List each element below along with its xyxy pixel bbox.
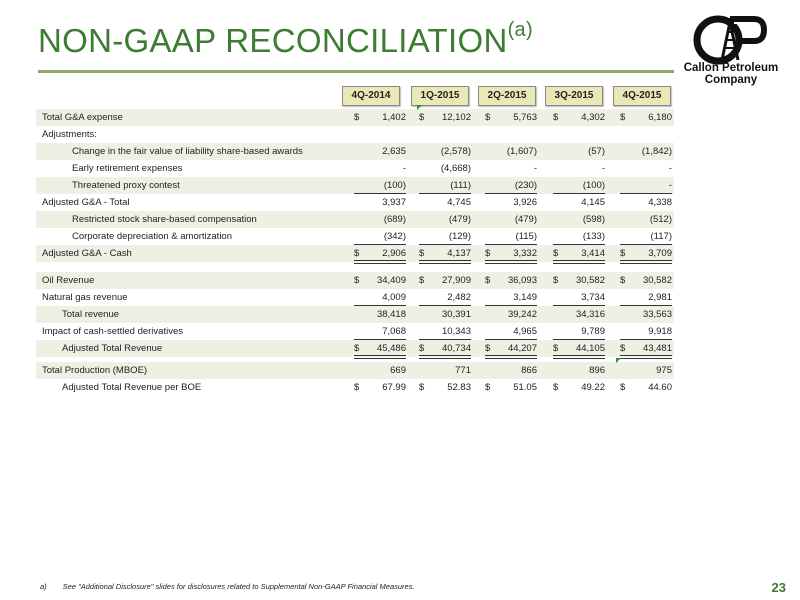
- table-cell: [485, 109, 537, 126]
- company-name-line1: Callon Petroleum: [683, 62, 779, 74]
- dollar-sign: $: [553, 343, 559, 354]
- dollar-sign: $: [419, 248, 425, 259]
- dollar-sign: $: [419, 275, 425, 286]
- table-cell: [620, 362, 672, 379]
- cell-value: 4,302: [581, 112, 605, 123]
- table-cell: [620, 340, 672, 357]
- cell-value: 3,926: [513, 197, 537, 208]
- cell-value: 43,481: [642, 343, 672, 354]
- page-title: [38, 19, 533, 60]
- row-label: Change in the fair value of liability share-based awards: [72, 146, 303, 157]
- cell-value: 45,486: [376, 343, 406, 354]
- row-label: Total G&A expense: [42, 112, 123, 123]
- cell-value: 9,789: [581, 326, 605, 337]
- row-label: Total Production (MBOE): [42, 365, 148, 376]
- table-cell: [620, 228, 672, 245]
- cell-value: (689): [383, 214, 406, 225]
- cell-value: (57): [588, 146, 605, 157]
- cell-value: 3,709: [648, 248, 672, 259]
- cell-value: (479): [448, 214, 471, 225]
- table-cell: [354, 143, 406, 160]
- page-number: 23: [771, 580, 786, 595]
- row-label: Adjusted Total Revenue: [62, 343, 163, 354]
- cell-value: 4,965: [513, 326, 537, 337]
- table-cell: [485, 362, 537, 379]
- table-cell: [419, 362, 471, 379]
- table-cell: [419, 211, 471, 228]
- cell-value: 2,906: [382, 248, 406, 259]
- company-name-line2: Company: [704, 74, 758, 86]
- dollar-sign: $: [419, 343, 425, 354]
- table-cell: [419, 340, 471, 357]
- cell-value: -: [601, 163, 605, 174]
- dollar-sign: $: [485, 248, 491, 259]
- row-label: Adjusted G&A - Cash: [42, 248, 132, 259]
- table-cell: [485, 306, 537, 323]
- dollar-sign: $: [553, 248, 559, 259]
- row-label: Total revenue: [62, 309, 120, 320]
- cell-value: 3,149: [513, 292, 537, 303]
- table-row: [36, 379, 674, 396]
- cell-value: (100): [582, 180, 605, 191]
- row-label: Threatened proxy contest: [72, 180, 180, 191]
- column-header: 1Q-2015: [411, 86, 469, 106]
- table-cell: [354, 245, 406, 262]
- cell-value: 52.83: [447, 382, 471, 393]
- table-cell: [553, 143, 605, 160]
- cell-value: 33,563: [642, 309, 672, 320]
- table-row: [36, 362, 674, 379]
- dollar-sign: $: [354, 248, 360, 259]
- table-cell: [419, 228, 471, 245]
- table-cell: [485, 379, 537, 396]
- dollar-sign: $: [485, 112, 491, 123]
- table-cell: [354, 194, 406, 211]
- cell-value: 1,402: [382, 112, 406, 123]
- table-cell: [620, 109, 672, 126]
- cell-value: -: [533, 163, 537, 174]
- table-cell: [419, 194, 471, 211]
- reconciliation-table: [36, 109, 674, 396]
- cell-value: 2,482: [447, 292, 471, 303]
- dollar-sign: $: [354, 112, 360, 123]
- dollar-sign: $: [553, 275, 559, 286]
- table-cell: [485, 340, 537, 357]
- cell-value: 4,137: [447, 248, 471, 259]
- table-cell: [485, 143, 537, 160]
- row-label: Early retirement expenses: [72, 163, 183, 174]
- table-cell: [354, 109, 406, 126]
- table-cell: [354, 289, 406, 306]
- cell-value: 975: [656, 365, 672, 376]
- cell-value: 771: [455, 365, 471, 376]
- cell-value: (133): [582, 231, 605, 242]
- table-row: [36, 272, 674, 289]
- dollar-sign: $: [620, 248, 626, 259]
- dollar-sign: $: [620, 112, 626, 123]
- table-cell: [419, 109, 471, 126]
- dollar-sign: $: [354, 275, 360, 286]
- table-cell: [354, 362, 406, 379]
- cell-value: 44,105: [575, 343, 605, 354]
- row-label: Adjusted Total Revenue per BOE: [62, 382, 202, 393]
- table-row: [36, 160, 674, 177]
- table-cell: [620, 272, 672, 289]
- table-cell: [485, 177, 537, 194]
- cell-value: (598): [582, 214, 605, 225]
- cell-value: (230): [514, 180, 537, 191]
- table-row: [36, 126, 674, 143]
- cell-value: (479): [514, 214, 537, 225]
- table-row: [36, 289, 674, 306]
- table-cell: [620, 323, 672, 340]
- table-cell: [354, 340, 406, 357]
- table-cell: [553, 379, 605, 396]
- table-cell: [553, 289, 605, 306]
- table-cell: [485, 323, 537, 340]
- cell-value: 3,937: [382, 197, 406, 208]
- cell-value: 896: [589, 365, 605, 376]
- table-cell: [419, 160, 471, 177]
- cell-value: 669: [390, 365, 406, 376]
- table-row: [36, 228, 674, 245]
- dollar-sign: $: [620, 343, 626, 354]
- cell-value: -: [402, 163, 406, 174]
- dollar-sign: $: [354, 343, 360, 354]
- cell-value: 3,734: [581, 292, 605, 303]
- cell-value: 4,745: [447, 197, 471, 208]
- cell-value: 39,242: [507, 309, 537, 320]
- table-cell: [620, 194, 672, 211]
- cell-value: (2,578): [440, 146, 471, 157]
- cell-comment-marker-icon: [417, 105, 422, 110]
- table-cell: [485, 289, 537, 306]
- cell-value: 6,180: [648, 112, 672, 123]
- table-row: [36, 177, 674, 194]
- table-cell: [553, 306, 605, 323]
- cell-value: 7,068: [382, 326, 406, 337]
- cell-value: 10,343: [441, 326, 471, 337]
- table-cell: [419, 143, 471, 160]
- table-cell: [553, 109, 605, 126]
- cell-value: (4,668): [440, 163, 471, 174]
- cell-value: 34,316: [575, 309, 605, 320]
- cell-value: (100): [383, 180, 406, 191]
- table-cell: [485, 160, 537, 177]
- column-header: 4Q-2014: [342, 86, 400, 106]
- table-row: [36, 109, 674, 126]
- table-cell: [553, 211, 605, 228]
- dollar-sign: $: [553, 382, 559, 393]
- cell-value: 30,391: [441, 309, 471, 320]
- cell-value: 5,763: [513, 112, 537, 123]
- row-label: Corporate depreciation & amortization: [72, 231, 233, 242]
- cell-value: (342): [383, 231, 406, 242]
- table-cell: [485, 228, 537, 245]
- cell-value: 3,414: [581, 248, 605, 259]
- table-cell: [419, 306, 471, 323]
- column-header: 2Q-2015: [478, 86, 536, 106]
- cell-comment-marker-icon: [616, 358, 621, 363]
- table-cell: [553, 177, 605, 194]
- table-cell: [553, 228, 605, 245]
- cell-value: (512): [649, 214, 672, 225]
- dollar-sign: $: [419, 112, 425, 123]
- cell-value: 4,009: [382, 292, 406, 303]
- cell-value: 4,145: [581, 197, 605, 208]
- cell-value: 866: [521, 365, 537, 376]
- table-cell: [354, 272, 406, 289]
- cell-value: 4,338: [648, 197, 672, 208]
- dollar-sign: $: [419, 382, 425, 393]
- dollar-sign: $: [620, 275, 626, 286]
- table-cell: [620, 245, 672, 262]
- footnote-text: See "Additional Disclosure" slides for disclosures related to Supplemental Non-GAAP Financial Measures.: [62, 582, 415, 591]
- table-cell: [354, 306, 406, 323]
- table-cell: [419, 379, 471, 396]
- table-cell: [553, 160, 605, 177]
- table-cell: [620, 306, 672, 323]
- table-cell: [553, 362, 605, 379]
- table-row: [36, 340, 674, 357]
- cell-value: 12,102: [441, 112, 471, 123]
- table-cell: [553, 323, 605, 340]
- dollar-sign: $: [485, 343, 491, 354]
- table-row: [36, 306, 674, 323]
- column-header: 3Q-2015: [545, 86, 603, 106]
- table-row: [36, 194, 674, 211]
- table-row: [36, 143, 674, 160]
- cell-value: 34,409: [376, 275, 406, 286]
- cell-value: 51.05: [513, 382, 537, 393]
- title-text: NON-GAAP RECONCILIATION: [38, 22, 508, 59]
- table-row: [36, 245, 674, 262]
- table-cell: [354, 379, 406, 396]
- table-row: [36, 323, 674, 340]
- cell-value: (1,842): [641, 146, 672, 157]
- cell-value: 40,734: [441, 343, 471, 354]
- table-cell: [485, 272, 537, 289]
- cell-value: 30,582: [575, 275, 605, 286]
- table-cell: [553, 245, 605, 262]
- cell-value: (117): [650, 231, 672, 242]
- table-cell: [620, 289, 672, 306]
- table-cell: [620, 379, 672, 396]
- dollar-sign: $: [620, 382, 626, 393]
- table-cell: [620, 143, 672, 160]
- table-cell: [485, 211, 537, 228]
- dollar-sign: $: [553, 112, 559, 123]
- cell-value: 67.99: [382, 382, 406, 393]
- footnote: [40, 582, 415, 591]
- cell-value: -: [668, 180, 672, 191]
- table-cell: [485, 245, 537, 262]
- table-cell: [553, 194, 605, 211]
- table-cell: [620, 211, 672, 228]
- cell-value: 2,981: [648, 292, 672, 303]
- table-cell: [354, 211, 406, 228]
- cell-value: 36,093: [507, 275, 537, 286]
- table-cell: [620, 160, 672, 177]
- cell-value: 3,332: [513, 248, 537, 259]
- cell-value: (1,607): [506, 146, 537, 157]
- table-cell: [553, 272, 605, 289]
- dollar-sign: $: [354, 382, 360, 393]
- table-row: [36, 211, 674, 228]
- row-label: Oil Revenue: [42, 275, 95, 286]
- table-cell: [419, 323, 471, 340]
- column-header: 4Q-2015: [613, 86, 671, 106]
- table-cell: [419, 272, 471, 289]
- table-cell: [620, 177, 672, 194]
- cell-value: -: [668, 163, 672, 174]
- table-cell: [419, 177, 471, 194]
- table-cell: [354, 160, 406, 177]
- cell-value: 49.22: [581, 382, 605, 393]
- cell-value: (129): [448, 231, 471, 242]
- company-name: [678, 62, 784, 86]
- cell-value: (115): [515, 231, 537, 242]
- row-label: Restricted stock share-based compensation: [72, 214, 257, 225]
- title-rule: [38, 70, 674, 73]
- table-cell: [419, 245, 471, 262]
- table-cell: [354, 228, 406, 245]
- cell-value: 44.60: [648, 382, 672, 393]
- cell-value: 9,918: [648, 326, 672, 337]
- row-spacer: [36, 262, 674, 272]
- row-label: Adjusted G&A - Total: [42, 197, 130, 208]
- table-cell: [553, 340, 605, 357]
- dollar-sign: $: [485, 275, 491, 286]
- table-cell: [419, 289, 471, 306]
- cell-value: 38,418: [376, 309, 406, 320]
- row-label: Adjustments:: [42, 129, 97, 140]
- row-label: Impact of cash-settled derivatives: [42, 326, 183, 337]
- row-label: Natural gas revenue: [42, 292, 128, 303]
- column-headers: [0, 86, 800, 106]
- cell-value: (111): [450, 180, 471, 191]
- cell-value: 2,635: [382, 146, 406, 157]
- title-superscript: (a): [507, 19, 533, 41]
- table-cell: [354, 177, 406, 194]
- cell-value: 27,909: [441, 275, 471, 286]
- table-cell: [354, 323, 406, 340]
- table-cell: [485, 194, 537, 211]
- footnote-mark: a): [40, 582, 47, 591]
- cell-value: 30,582: [642, 275, 672, 286]
- cell-value: 44,207: [507, 343, 537, 354]
- dollar-sign: $: [485, 382, 491, 393]
